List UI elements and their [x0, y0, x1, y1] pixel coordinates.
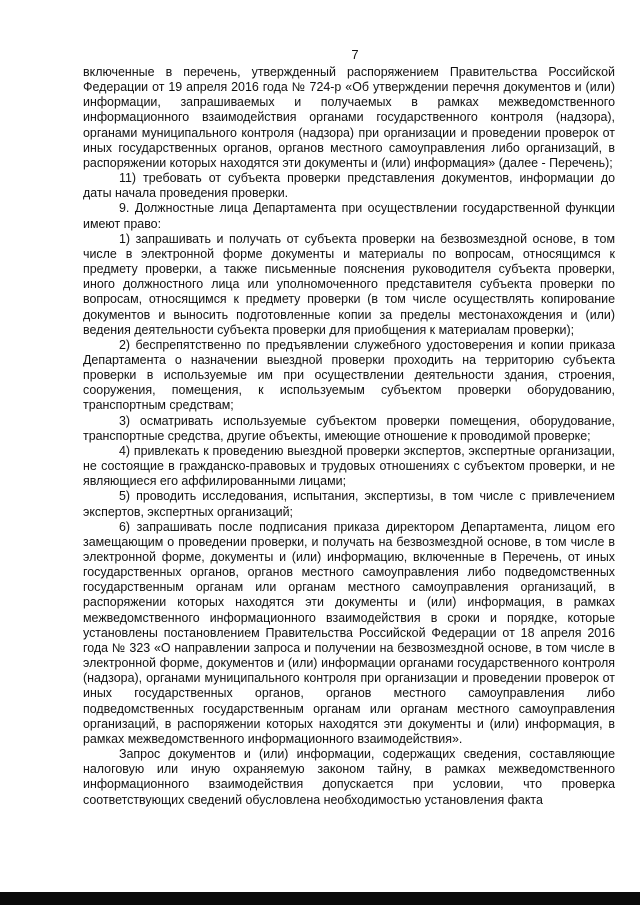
- document-page: [83, 47, 615, 808]
- paragraph-section-9: 9. Должностные лица Департамента при осуществлении государственной функции имеют право:: [83, 201, 615, 231]
- paragraph-request-secrecy: Запрос документов и (или) информации, содержащих сведения, составляющие налоговую или иную охраняемую законом тайну, в рамках межведомственного информационного взаимодействия допускается при условии, что проверка соответствующих сведений обусловлена необходимостью установления факта: [83, 747, 615, 807]
- paragraph-right-3: 3) осматривать используемые субъектом проверки помещения, оборудование, транспортные средства, другие объекты, имеющие отношение к проводимой проверке;: [83, 413, 615, 443]
- paragraph-right-4: 4) привлекать к проведению выездной проверки экспертов, экспертные организации, не состоящие в гражданско-правовых и трудовых отношениях с субъектом проверки, и не являющиеся его аффилированными лицами;: [83, 443, 615, 489]
- paragraph-right-1: 1) запрашивать и получать от субъекта проверки на безвозмездной основе, в том числе в электронной форме документы и материалы по вопросам, относящимся к предмету проверки, а также письменные пояснения руководителя субъекта проверки, иного должностного лица или уполномоченного представителя субъекта проверки по вопросам, относящимся к предмету проверки (в том числе осуществлять копирование документов и выносить подготовленные копии за пределы местонахождения и (или) ведения деятельности субъекта проверки для приобщения к материалам проверки);: [83, 231, 615, 337]
- paragraph-right-5: 5) проводить исследования, испытания, экспертизы, в том числе с привлечением экспертов, экспертных организаций;: [83, 489, 615, 519]
- paragraph-right-6: 6) запрашивать после подписания приказа директором Департамента, лицом его замещающим о проведении проверки, и получать на безвозмездной основе, в том числе в электронной форме, документы и (или) информацию, включенные в Перечень, от иных государственных органов, органов местного самоуправления либо подведомственных государственным органам или органам местного самоуправления организаций, в распоряжении которых находятся эти документы и (или) информация, в рамках межведомственного информационного взаимодействия в сроки и порядке, которые установлены постановлением Правительства Российской Федерации от 18 апреля 2016 года № 323 «О направлении запроса и получении на безвозмездной основе, в том числе в электронной форме, документов и (или) информации органами государственного контроля (надзора), органами муниципального контроля при организации и проведении проверок от иных государственных органов, органов местного самоуправления либо подведомственных государственным органам или органам местного самоуправления организаций, в распоряжении которых находятся эти документы и (или) информация, в рамках межведомственного информационного взаимодействия».: [83, 519, 615, 746]
- page-number: 7: [351, 47, 359, 62]
- scan-bottom-edge: [0, 892, 640, 905]
- paragraph-right-2: 2) беспрепятственно по предъявлении служебного удостоверения и копии приказа Департамента о назначении выездной проверки проходить на территорию субъекта проверки в используемые им при осуществлении деятельности здания, строения, сооружения, помещения, к используемым субъектом проверки оборудованию, транспортным средствам;: [83, 337, 615, 413]
- paragraph-item-11: 11) требовать от субъекта проверки представления документов, информации до даты начала проведения проверки.: [83, 171, 615, 201]
- paragraph-list-continuation: включенные в перечень, утвержденный распоряжением Правительства Российской Федерации от 19 апреля 2016 года № 724-р «Об утверждении перечня документов и (или) информации, запрашиваемых и получаемых в рамках межведомственного информационного взаимодействия органами государственного контроля (надзора), органами муниципального контроля (надзора) при организации и проведении проверок от иных государственных органов, органов местного самоуправления либо организаций, в распоряжении которых находятся эти документы и (или) информация» (далее - Перечень);: [83, 65, 615, 170]
